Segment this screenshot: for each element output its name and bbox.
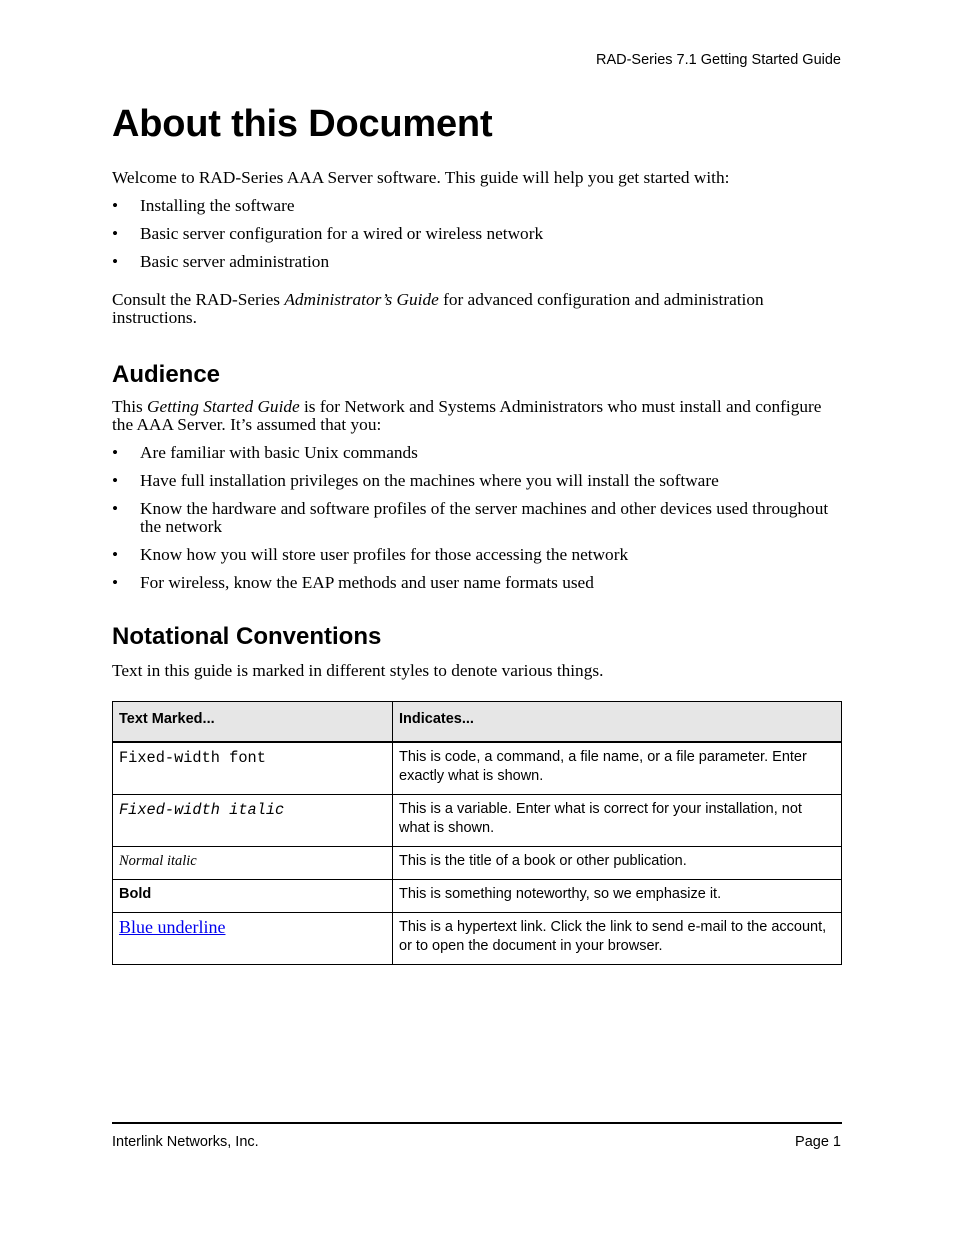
list-item: • Have full installation privileges on the machines where you will install the software: [112, 471, 719, 490]
conventions-table: [112, 701, 842, 965]
column-header: Indicates...: [393, 702, 842, 743]
list-item: • Know the hardware and software profiles of the server machines and other devices used throughout the network: [112, 499, 829, 536]
audience-paragraph: This Getting Started Guide is for Network and Systems Administrators who must install and configure the AAA Server. It’s assumed that you:: [112, 397, 822, 434]
footer-company: Interlink Networks, Inc.: [112, 1134, 259, 1150]
page-title: About this Document: [112, 103, 493, 145]
bullet-icon: •: [112, 252, 119, 271]
style-example-link[interactable]: Blue underline: [119, 917, 226, 937]
bullet-icon: •: [112, 471, 119, 490]
style-example-link-cell: [113, 913, 393, 965]
bullet-icon: •: [112, 545, 119, 564]
style-description: This is something noteworthy, so we emphasize it.: [393, 880, 842, 913]
page-content: [112, 100, 842, 965]
style-description: This is a hypertext link. Click the link to send e-mail to the account, or to open the document in your browser.: [393, 913, 842, 965]
style-example-bold: Bold: [113, 880, 393, 913]
list-item: • Know how you will store user profiles for those accessing the network: [112, 545, 629, 564]
footer-page-number: Page 1: [795, 1134, 841, 1150]
table-row: [113, 880, 842, 913]
list-item: • Basic server administration: [112, 252, 330, 271]
bullet-icon: •: [112, 224, 119, 243]
style-description: This is code, a command, a file name, or a file parameter. Enter exactly what is shown.: [393, 742, 842, 795]
table-header-row: [113, 702, 842, 743]
book-title: Administrator’s Guide: [284, 290, 439, 309]
running-header: RAD-Series 7.1 Getting Started Guide: [595, 52, 841, 68]
style-description: This is a variable. Enter what is correct for your installation, not what is shown.: [393, 795, 842, 847]
list-item: • Basic server configuration for a wired or wireless network: [112, 224, 544, 243]
column-header: Text Marked...: [113, 702, 393, 743]
footer-divider: [112, 1122, 842, 1124]
table-row: [113, 742, 842, 795]
table-row: [113, 847, 842, 880]
style-example-fixed-italic: Fixed-width italic: [113, 795, 393, 847]
style-example-italic: Normal italic: [113, 847, 393, 880]
list-item: • For wireless, know the EAP methods and user name formats used: [112, 573, 594, 592]
conventions-paragraph: Text in this guide is marked in different styles to denote various things.: [112, 661, 604, 680]
bullet-icon: •: [112, 573, 119, 592]
table-row: [113, 913, 842, 965]
audience-list: [112, 444, 842, 592]
conventions-heading: Notational Conventions: [112, 623, 382, 650]
list-item: • Installing the software: [112, 196, 295, 215]
list-item: • Are familiar with basic Unix commands: [112, 443, 418, 462]
consult-paragraph: Consult the RAD-Series Administrator’s Guide for advanced configuration and administration instructions.: [112, 290, 764, 327]
style-description: This is the title of a book or other publication.: [393, 847, 842, 880]
table-row: [113, 795, 842, 847]
book-title: Getting Started Guide: [147, 397, 300, 416]
bullet-icon: •: [112, 443, 119, 462]
intro-paragraph: Welcome to RAD-Series AAA Server software. This guide will help you get started with:: [112, 168, 730, 187]
audience-heading: Audience: [112, 361, 221, 388]
bullet-icon: •: [112, 196, 119, 215]
bullet-icon: •: [112, 499, 119, 518]
style-example-fixed: Fixed-width font: [113, 742, 393, 795]
intro-list: [112, 197, 842, 271]
